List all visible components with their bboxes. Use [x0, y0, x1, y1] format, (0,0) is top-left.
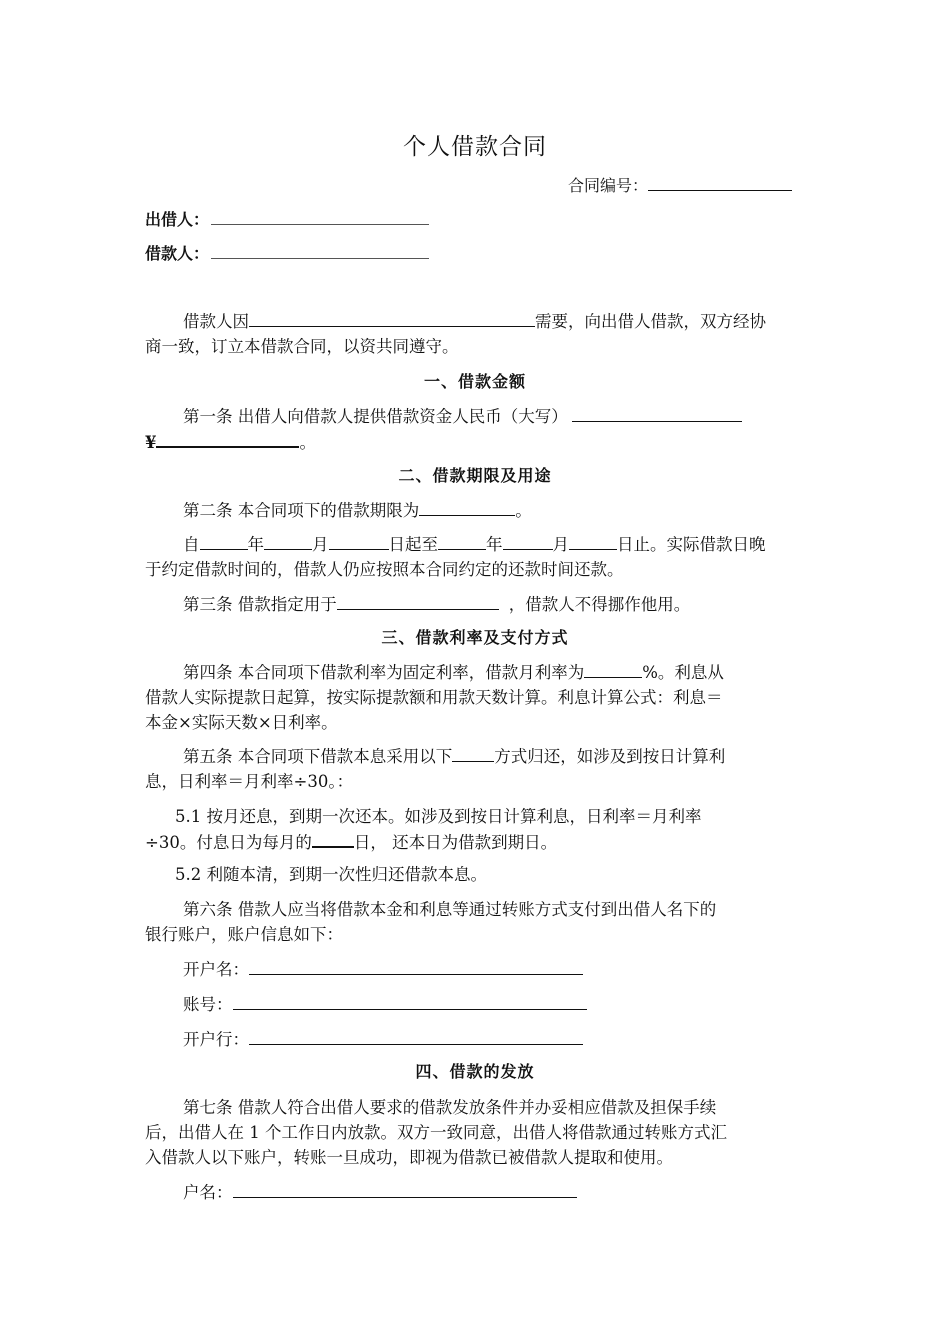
article-4-text-b: %。利息从 — [642, 663, 724, 682]
month-text-1: 月 — [312, 535, 329, 554]
interest-day-blank[interactable] — [312, 828, 354, 848]
item-5-1-text-a: ÷30。付息日为每月的 — [145, 833, 312, 852]
section-1-heading: 一、借款金额 — [423, 372, 526, 391]
from-text: 自 — [183, 535, 200, 554]
article-5-line-1 — [183, 743, 725, 767]
contract-number-label: 合同编号： — [568, 176, 649, 195]
intro-line-1 — [183, 308, 766, 332]
account-name-label: 开户名： — [183, 960, 249, 979]
bank-blank[interactable] — [249, 1026, 583, 1045]
account-number-blank[interactable] — [233, 991, 587, 1010]
end-month-blank[interactable] — [503, 531, 553, 550]
intro-text-b: 需要，向出借人借款，双方经协 — [535, 312, 766, 331]
article-7-line-1: 第七条 借款人符合出借人要求的借款发放条件并办妥相应借款及担保手续 — [183, 1098, 717, 1117]
account-holder-row — [183, 1179, 577, 1203]
borrower-label: 借款人： — [145, 244, 210, 263]
item-5-2-line: 5.2 利随本清，到期一次性归还借款本息。 — [175, 865, 487, 884]
lender-blank[interactable] — [211, 206, 429, 225]
account-holder-label: 户名： — [183, 1183, 233, 1202]
year-text-2: 年 — [486, 535, 503, 554]
start-month-blank[interactable] — [264, 531, 312, 550]
month-text-2: 月 — [552, 535, 569, 554]
item-5-1-line-1: 5.1 按月还息，到期一次还本。如涉及到按日计算利息，日利率＝月利率 — [175, 807, 702, 826]
bank-label: 开户行： — [183, 1030, 249, 1049]
article-4-line-3: 本金×实际天数×日利率。 — [145, 713, 338, 732]
section-2-heading: 二、借款期限及用途 — [398, 466, 552, 485]
article-4-text-a: 第四条 本合同项下借款利率为固定利率，借款月利率为 — [183, 663, 585, 682]
amount-words-blank[interactable] — [572, 403, 742, 422]
loan-period-line — [183, 531, 766, 555]
article-7-line-2: 后，出借人在 1 个工作日内放款。双方一致同意，出借人将借款通过转账方式汇 — [145, 1123, 727, 1142]
article-1-line-1 — [183, 403, 742, 427]
lender-label: 出借人： — [145, 210, 210, 229]
start-day-blank[interactable] — [329, 531, 389, 550]
article-6-line-1: 第六条 借款人应当将借款本金和利息等通过转账方式支付到出借人名下的 — [183, 900, 717, 919]
day-from-text: 日起至 — [388, 535, 438, 554]
year-text-1: 年 — [247, 535, 264, 554]
item-5-1-line-2 — [145, 828, 557, 853]
article-2-end: 。 — [515, 501, 532, 520]
borrower-row — [145, 240, 429, 264]
article-2-line — [183, 497, 532, 521]
yuan-symbol: ¥ — [145, 433, 157, 452]
intro-text-a: 借款人因 — [183, 312, 249, 331]
repayment-method-blank[interactable] — [452, 743, 494, 762]
loan-term-blank[interactable] — [419, 497, 515, 516]
account-number-row — [183, 991, 587, 1015]
end-day-blank[interactable] — [569, 531, 617, 550]
section-4-heading: 四、借款的发放 — [415, 1062, 535, 1081]
intro-line-2: 商一致，订立本借款合同，以资共同遵守。 — [145, 337, 459, 356]
borrower-blank[interactable] — [211, 240, 429, 259]
article-5-text-a: 第五条 本合同项下借款本息采用以下 — [183, 747, 453, 766]
article-3-text: 第三条 借款指定用于 — [183, 595, 337, 614]
article-1-text: 第一条 出借人向借款人提供借款资金人民币（大写） — [183, 407, 568, 426]
contract-number-blank[interactable] — [648, 172, 792, 191]
bank-row — [183, 1026, 583, 1050]
article-3-end: ，借款人不得挪作他用。 — [508, 595, 691, 614]
account-holder-blank[interactable] — [233, 1179, 577, 1198]
end-year-blank[interactable] — [438, 531, 486, 550]
day-to-text: 日止。实际借款日晚 — [617, 535, 766, 554]
item-5-1-text-b: 日， 还本日为借款到期日。 — [353, 833, 558, 852]
article-6-line-2: 银行账户，账户信息如下： — [145, 925, 343, 944]
contract-number-row — [568, 172, 792, 196]
article-1-period: 。 — [299, 433, 316, 452]
amount-figure-blank[interactable] — [156, 428, 299, 448]
document-title: 个人借款合同 — [403, 134, 547, 160]
article-5-text-b: 方式归还，如涉及到按日计算利 — [494, 747, 726, 766]
account-number-label: 账号： — [183, 995, 233, 1014]
article-4-line-1 — [183, 659, 724, 683]
article-2-text: 第二条 本合同项下的借款期限为 — [183, 501, 420, 520]
start-year-blank[interactable] — [200, 531, 248, 550]
account-name-blank[interactable] — [249, 956, 583, 975]
article-1-line-2 — [145, 428, 316, 453]
article-3-line — [183, 591, 690, 615]
section-3-heading: 三、借款利率及支付方式 — [381, 628, 569, 647]
article-4-line-2: 借款人实际提款日起算，按实际提款额和用款天数计算。利息计算公式：利息＝ — [145, 688, 723, 707]
loan-use-blank[interactable] — [337, 591, 499, 610]
article-5-line-2: 息，日利率＝月利率÷30。： — [145, 772, 354, 791]
account-name-row — [183, 956, 583, 980]
monthly-rate-blank[interactable] — [584, 659, 642, 678]
loan-period-line-2: 于约定借款时间的，借款人仍应按照本合同约定的还款时间还款。 — [145, 560, 624, 579]
purpose-reason-blank[interactable] — [249, 308, 535, 327]
lender-row — [145, 206, 429, 230]
article-7-line-3: 入借款人以下账户，转账一旦成功，即视为借款已被借款人提取和使用。 — [145, 1148, 673, 1167]
